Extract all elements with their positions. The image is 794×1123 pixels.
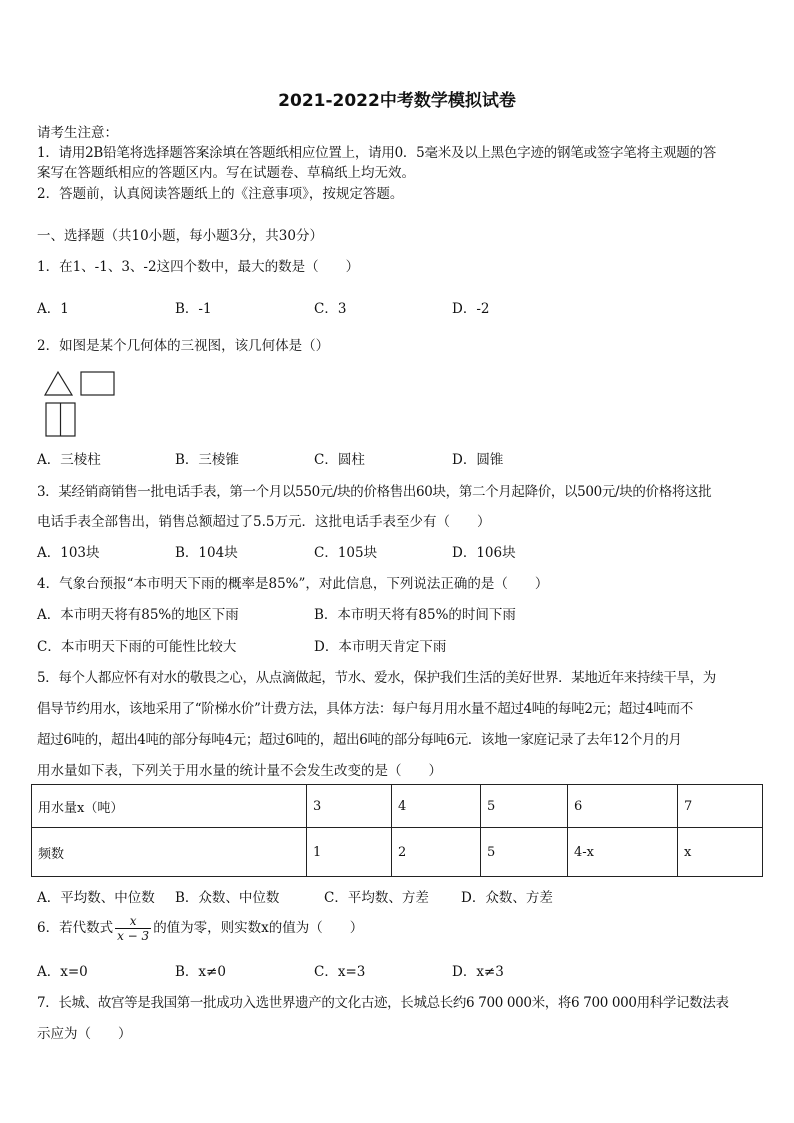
side-view-rectangle bbox=[81, 372, 114, 395]
q6-stem-before: 6．若代数式 bbox=[37, 920, 114, 936]
three-views-figure bbox=[43, 368, 119, 440]
table-cell: 用水量x（吨） bbox=[32, 785, 307, 828]
q5-option-d: D．众数、方差 bbox=[461, 890, 553, 906]
notice-heading: 请考生注意： bbox=[37, 125, 118, 141]
q6-option-a: A．x=0 bbox=[37, 964, 88, 980]
q4-option-b: B．本市明天将有85%的时间下雨 bbox=[314, 607, 516, 623]
q2-option-a: A．三棱柱 bbox=[37, 452, 101, 468]
question-5-line-1: 5．每个人都应怀有对水的敬畏之心，从点滴做起，节水、爱水，保护我们生活的美好世界．某地近年来持续干旱，为 bbox=[37, 670, 716, 686]
table-cell: 5 bbox=[481, 785, 568, 828]
table-cell: 3 bbox=[307, 785, 392, 828]
table-row bbox=[32, 828, 763, 877]
table-cell: 频数 bbox=[32, 828, 307, 877]
q6-stem-after: 的值为零，则实数x的值为（ ） bbox=[153, 920, 364, 936]
q5-option-a: A．平均数、中位数 bbox=[37, 890, 155, 906]
page-title: 2021-2022中考数学模拟试卷 bbox=[278, 91, 516, 111]
table-row bbox=[32, 785, 763, 828]
notice-line-2: 案写在答题纸相应的答题区内。写在试题卷、草稿纸上均无效。 bbox=[37, 165, 415, 181]
q2-option-b: B．三棱锥 bbox=[175, 452, 239, 468]
q5-option-c: C．平均数、方差 bbox=[324, 890, 429, 906]
front-view-triangle bbox=[45, 372, 72, 395]
notice-line-3: 2．答题前，认真阅读答题纸上的《注意事项》，按规定答题。 bbox=[37, 186, 404, 202]
q1-option-b: B．-1 bbox=[175, 301, 212, 317]
table-cell: 7 bbox=[678, 785, 763, 828]
question-3-line-1: 3．某经销商销售一批电话手表，第一个月以550元/块的价格售出60块，第二个月起降价，以500元/块的价格将这批 bbox=[37, 484, 712, 500]
q2-option-d: D．圆锥 bbox=[452, 452, 504, 468]
table-cell: 5 bbox=[481, 828, 568, 877]
q2-option-c: C．圆柱 bbox=[314, 452, 365, 468]
q6-option-c: C．x=3 bbox=[314, 964, 366, 980]
table-cell: 2 bbox=[392, 828, 481, 877]
table-cell: 4 bbox=[392, 785, 481, 828]
fraction-numerator: x bbox=[115, 914, 151, 929]
question-2-stem: 2．如图是某个几何体的三视图，该几何体是（） bbox=[37, 338, 330, 354]
q1-option-d: D．-2 bbox=[452, 301, 490, 317]
q4-option-d: D．本市明天肯定下雨 bbox=[314, 639, 447, 655]
q3-option-c: C．105块 bbox=[314, 545, 378, 561]
question-7-line-2: 示应为（ ） bbox=[37, 1026, 132, 1042]
q3-option-a: A．103块 bbox=[37, 545, 100, 561]
q4-option-c: C．本市明天下雨的可能性比较大 bbox=[37, 639, 237, 655]
question-1-stem: 1．在1、-1、3、-2这四个数中，最大的数是（ ） bbox=[37, 259, 360, 275]
question-5-line-3: 超过6吨的，超出4吨的部分每吨4元；超过6吨的，超出6吨的部分每吨6元．该地一家庭记录了去年12个月的月 bbox=[37, 732, 682, 748]
question-6-stem bbox=[37, 914, 363, 943]
notice-line-1: 1．请用2B铅笔将选择题答案涂填在答题纸相应位置上，请用0．5毫米及以上黑色字迹的钢笔或签字笔将主观题的答 bbox=[37, 145, 717, 161]
table-cell: 4-x bbox=[568, 828, 678, 877]
q4-option-a: A．本市明天将有85%的地区下雨 bbox=[37, 607, 239, 623]
section-heading: 一、选择题（共10小题，每小题3分，共30分） bbox=[37, 228, 323, 244]
q1-option-a: A．1 bbox=[37, 301, 69, 317]
q3-option-d: D．106块 bbox=[452, 545, 516, 561]
question-5-line-4: 用水量如下表，下列关于用水量的统计量不会发生改变的是（ ） bbox=[37, 763, 442, 779]
q6-fraction bbox=[115, 914, 151, 943]
table-cell: 6 bbox=[568, 785, 678, 828]
question-5-line-2: 倡导节约用水，该地采用了“阶梯水价”计费方法，具体方法：每户每月用水量不超过4吨的每吨2元；超过4吨而不 bbox=[37, 701, 693, 717]
table-cell: x bbox=[678, 828, 763, 877]
q1-option-c: C．3 bbox=[314, 301, 347, 317]
table-cell: 1 bbox=[307, 828, 392, 877]
fraction-denominator: x − 3 bbox=[117, 929, 150, 943]
q3-option-b: B．104块 bbox=[175, 545, 238, 561]
q6-option-b: B．x≠0 bbox=[175, 964, 226, 980]
water-usage-table bbox=[31, 784, 763, 877]
question-3-line-2: 电话手表全部售出，销售总额超过了5.5万元．这批电话手表至少有（ ） bbox=[37, 514, 491, 530]
q6-option-d: D．x≠3 bbox=[452, 964, 504, 980]
question-4-stem: 4．气象台预报“本市明天下雨的概率是85%”，对此信息，下列说法正确的是（ ） bbox=[37, 576, 549, 592]
q5-option-b: B．众数、中位数 bbox=[175, 890, 280, 906]
question-7-line-1: 7．长城、故宫等是我国第一批成功入选世界遗产的文化古迹，长城总长约6 700 000米，将6 700 000用科学记数法表 bbox=[37, 995, 729, 1011]
